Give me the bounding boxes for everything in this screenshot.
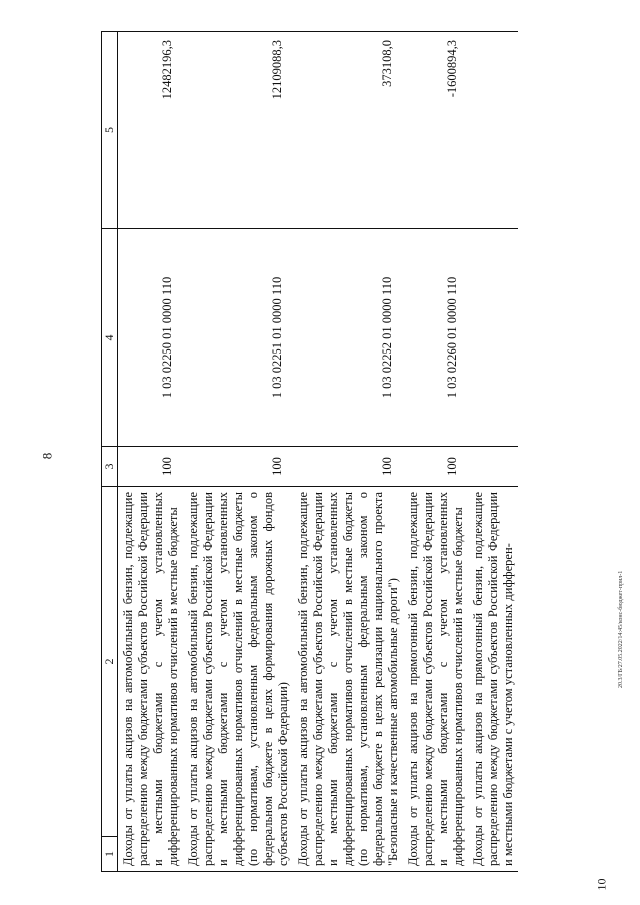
row-admin-code: 100 — [293, 447, 403, 487]
row-budget-code: 1 03 02251 01 0000 110 — [183, 229, 293, 447]
table-row — [293, 32, 403, 872]
table-row — [403, 32, 468, 872]
row-description: Доходы от уплаты акцизов на автомобильный бензин, подлежащие распределению между бюджетами субъектов Российской Федерации и местными бюджетами с учетом установленных дифференцированных нормативов отчислений в местные бюджеты (по нормативам, установленным федеральным законом о федеральном бюджете в целях реализации национального проекта "Безопасные и качественные автомобильные дороги") — [293, 487, 403, 872]
row-amount: -1600894,3 — [403, 32, 468, 229]
row-description: Доходы от уплаты акцизов на прямогонный бензин, подлежащие распределению между бюджетами субъектов Российской Федерации и местными бюджетами с учетом установленных дифферен- — [468, 487, 518, 872]
row-admin-code: 100 — [118, 447, 184, 487]
row-amount: 12482196,3 — [118, 32, 184, 229]
page-number: 8 — [39, 452, 55, 460]
row-admin-code: 100 — [183, 447, 293, 487]
row-amount — [468, 32, 518, 229]
revenue-table-sheet — [101, 32, 607, 872]
row-description: Доходы от уплаты акцизов на автомобильный бензин, подлежащие распределению между бюджетами субъектов Российской Федерации и местными бюджетами с учетом установленных дифференцированных нормативов отчислений в местные бюджеты (по нормативам, установленным федеральным законом о федеральном бюджете в целях формирования дорожных фондов субъектов Российской Федерации) — [183, 487, 293, 872]
column-header: 2 — [102, 487, 118, 837]
row-admin-code — [468, 447, 518, 487]
row-admin-code: 100 — [403, 447, 468, 487]
row-budget-code: 1 03 02252 01 0000 110 — [293, 229, 403, 447]
row-amount: 12109088,3 — [183, 32, 293, 229]
column-header: 3 — [102, 447, 118, 487]
table-row — [183, 32, 293, 872]
column-header: 4 — [102, 229, 118, 447]
revenue-table — [101, 31, 518, 872]
document-side-code: 20.3/ГБ/27.05.2022/14:45/конс-бюджет-прил-1 — [618, 570, 624, 688]
table-row — [468, 32, 518, 872]
column-header: 1 — [102, 837, 118, 872]
table-header-row — [102, 32, 118, 872]
row-budget-code: 1 03 02260 01 0000 110 — [403, 229, 468, 447]
column-header: 5 — [102, 32, 118, 229]
footer-page-number: 10 — [594, 878, 609, 891]
row-amount: 373108,0 — [293, 32, 403, 229]
row-budget-code — [468, 229, 518, 447]
table-row — [118, 32, 184, 872]
row-description: Доходы от уплаты акцизов на автомобильный бензин, подлежащие распределению между бюджетами субъектов Российской Федерации и местными бюджетами с учетом установленных дифференцированных нормативов отчислений в местные бюджеты — [118, 487, 184, 872]
row-description: Доходы от уплаты акцизов на прямогонный бензин, подлежащие распределению между бюджетами субъектов Российской Федерации и местными бюджетами с учетом установленных дифференцированных нормативов отчислений в местные бюджеты — [403, 487, 468, 872]
row-budget-code: 1 03 02250 01 0000 110 — [118, 229, 184, 447]
